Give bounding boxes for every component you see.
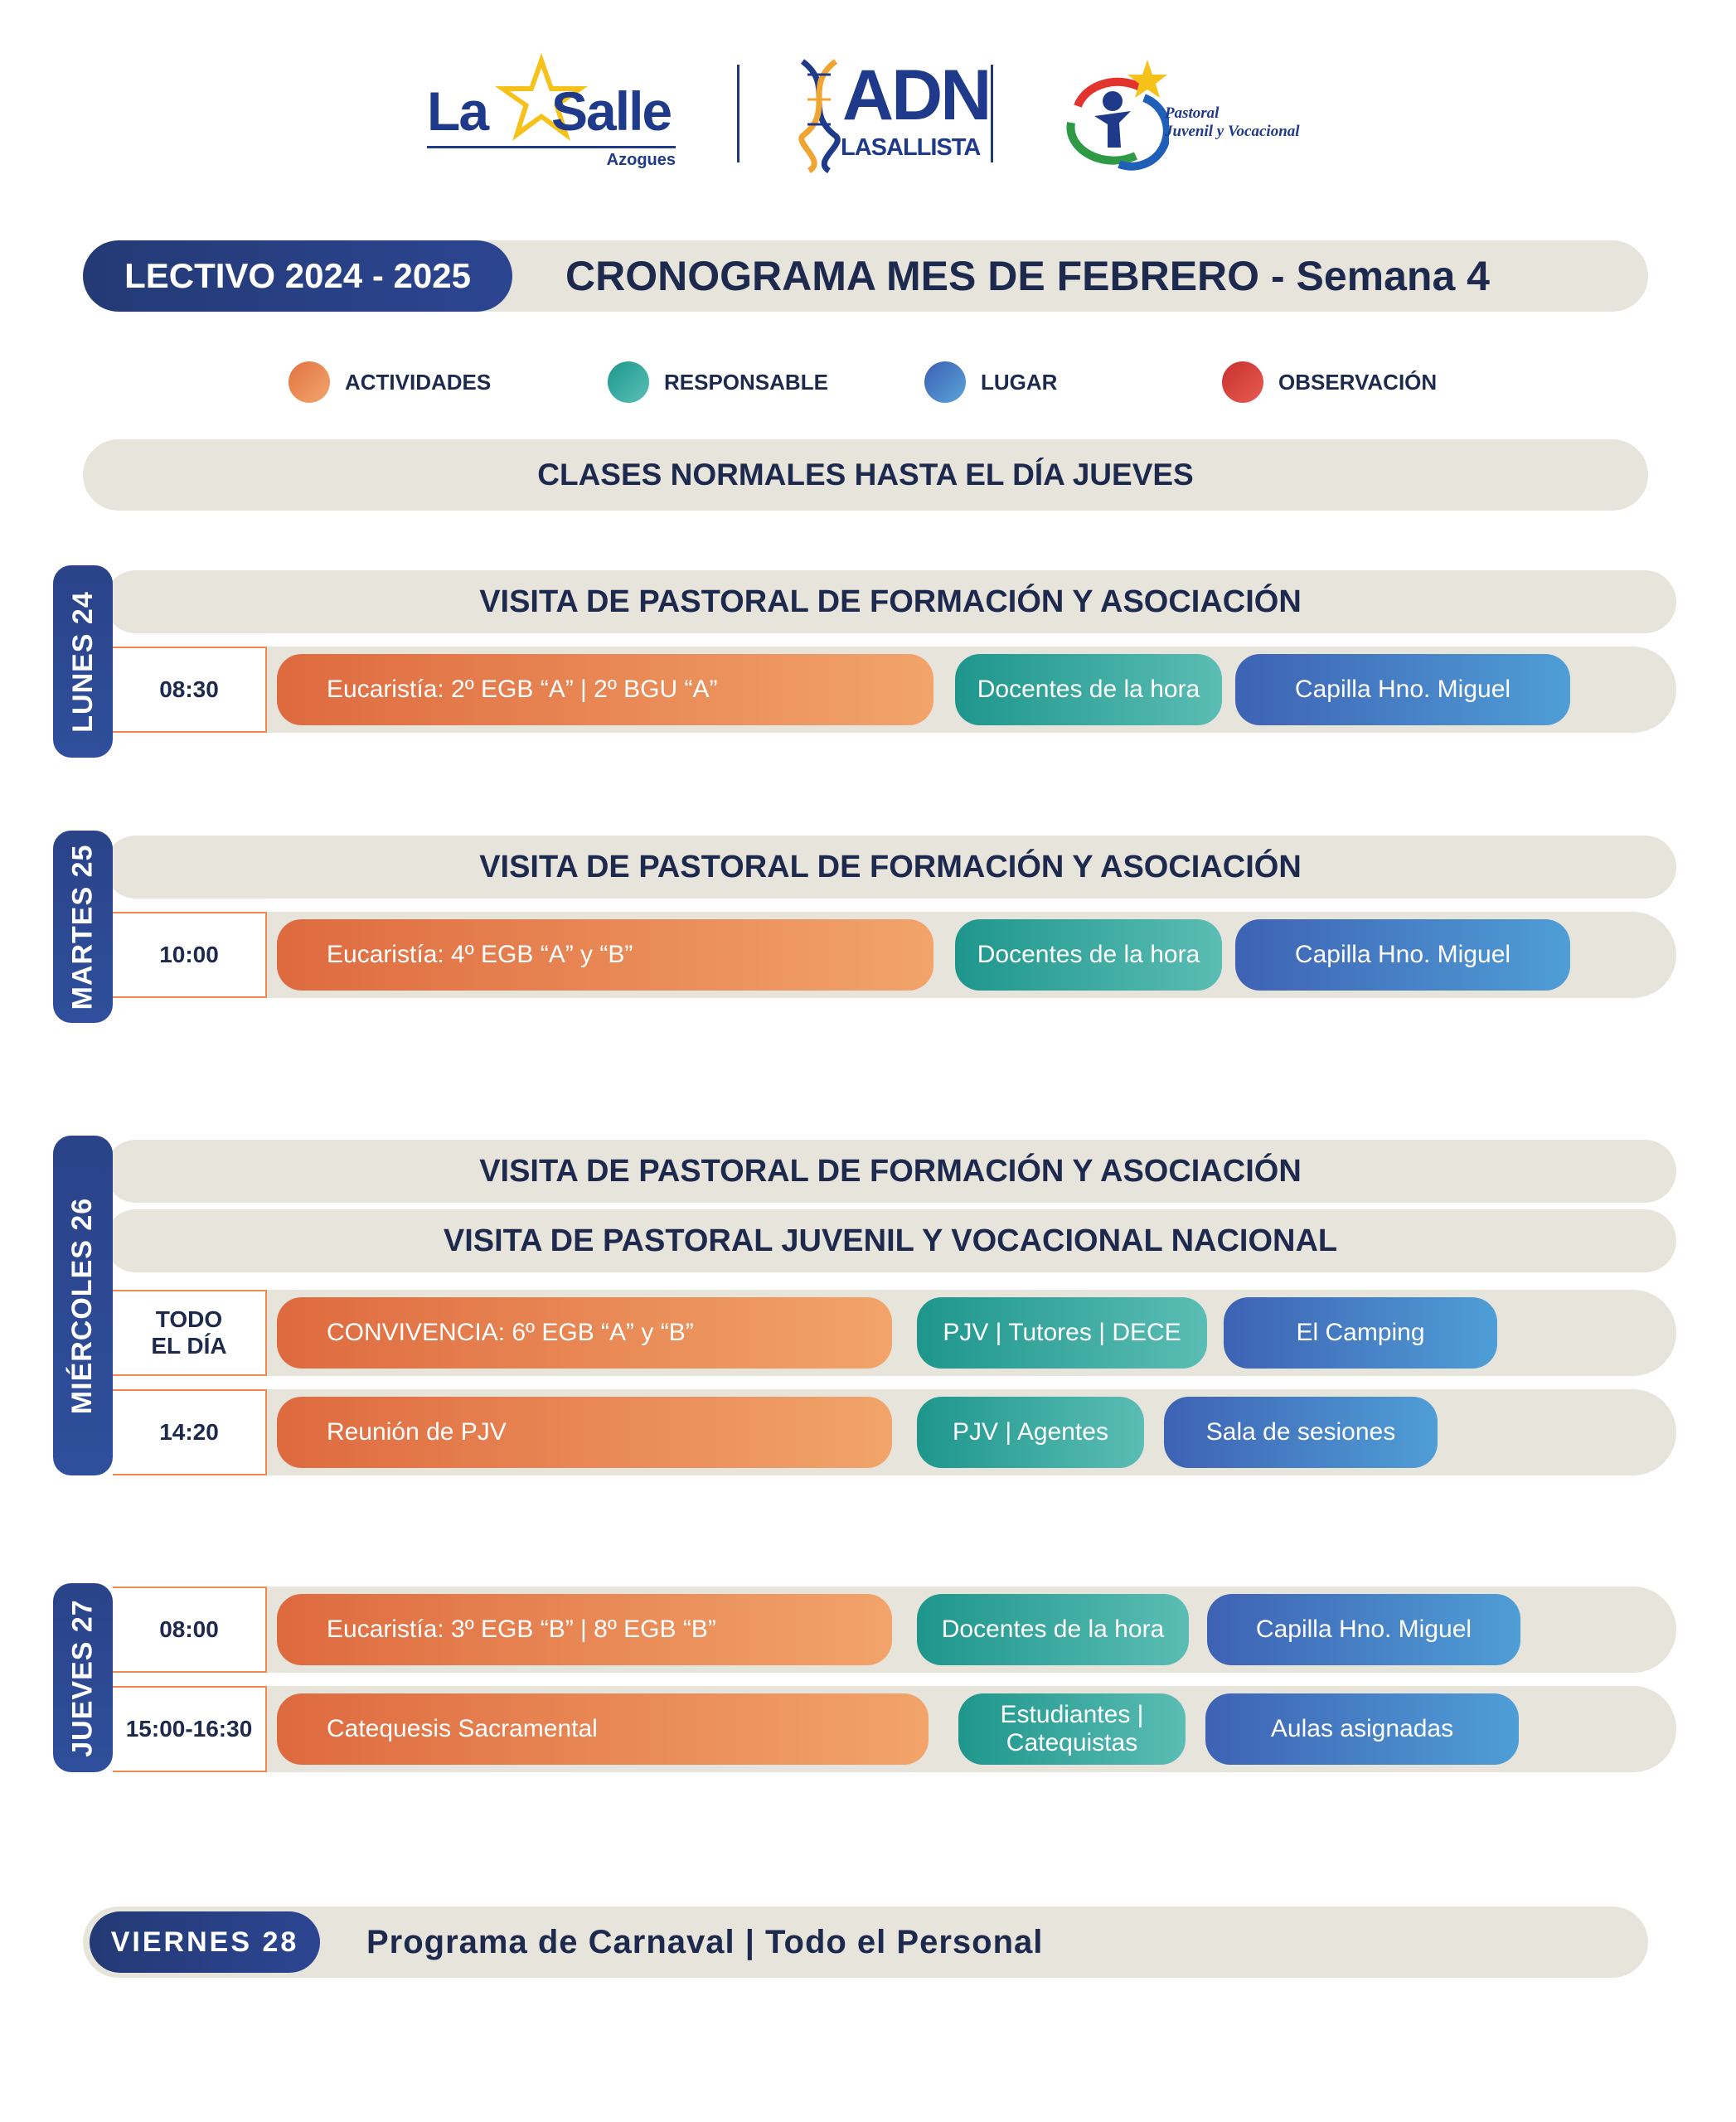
legend-label: LUGAR <box>981 369 1058 395</box>
section-heading: VISITA DE PASTORAL DE FORMACIÓN Y ASOCIACIÓN <box>104 1140 1676 1203</box>
viernes-text: Programa de Carnaval | Todo el Personal <box>366 1923 1044 1960</box>
day-tab-viernes: VIERNES 28 <box>90 1911 320 1973</box>
day-tab-martes <box>53 831 113 1023</box>
section-heading: VISITA DE PASTORAL DE FORMACIÓN Y ASOCIACIÓN <box>104 836 1676 899</box>
activity-pill: Eucaristía: 4º EGB “A” y “B” <box>277 919 933 991</box>
pjv-line2: Juvenil y Vocacional <box>1165 123 1300 140</box>
time-cell: 08:00 <box>113 1587 267 1673</box>
day-label: MARTES 25 <box>66 844 99 1010</box>
pjv-text <box>1165 104 1300 141</box>
time-cell: 15:00-16:30 <box>113 1686 267 1772</box>
day-label: LUNES 24 <box>66 590 99 733</box>
lasalle-city: Azogues <box>606 151 676 169</box>
responsible-pill: Docentes de la hora <box>955 654 1222 725</box>
section-heading: VISITA DE PASTORAL JUVENIL Y VOCACIONAL NACIONAL <box>104 1209 1676 1272</box>
dna-icon <box>796 58 842 174</box>
blue-dot-icon <box>924 361 966 403</box>
place-pill: Aulas asignadas <box>1205 1693 1519 1765</box>
clases-normales-banner: CLASES NORMALES HASTA EL DÍA JUEVES <box>83 439 1648 511</box>
responsible-pill: PJV | Tutores | DECE <box>917 1297 1207 1369</box>
time-cell: 08:30 <box>113 647 267 733</box>
section-heading: VISITA DE PASTORAL DE FORMACIÓN Y ASOCIACIÓN <box>104 570 1676 633</box>
day-label: MIÉRCOLES 26 <box>66 1197 99 1414</box>
legend-label: ACTIVIDADES <box>345 369 492 395</box>
day-tab-lunes <box>53 565 113 758</box>
time-line: EL DÍA <box>151 1333 227 1359</box>
pjv-emblem-icon <box>1061 56 1169 172</box>
place-pill: Capilla Hno. Miguel <box>1235 654 1570 725</box>
time-cell <box>113 1290 267 1376</box>
legend-label: OBSERVACIÓN <box>1278 369 1438 395</box>
lasalle-logo <box>427 50 676 174</box>
activity-pill: Eucaristía: 2º EGB “A” | 2º BGU “A” <box>277 654 933 725</box>
lectivo-badge: LECTIVO 2024 - 2025 <box>83 240 512 312</box>
adn-logo <box>796 56 990 174</box>
logo-divider <box>737 65 739 162</box>
pjv-line1: Pastoral <box>1165 104 1220 122</box>
lasalle-underline <box>427 146 676 148</box>
lasalle-name-a: La <box>427 80 488 142</box>
time-line: TODO <box>155 1306 223 1332</box>
responsible-pill <box>958 1693 1186 1765</box>
responsible-pill: Docentes de la hora <box>955 919 1222 991</box>
activity-pill: CONVIVENCIA: 6º EGB “A” y “B” <box>277 1297 892 1369</box>
legend-responsable <box>608 360 828 405</box>
place-pill: Sala de sesiones <box>1164 1397 1438 1468</box>
responsible-pill: PJV | Agentes <box>917 1397 1144 1468</box>
legend-observacion <box>1222 360 1437 405</box>
red-dot-icon <box>1222 361 1263 403</box>
time-cell: 14:20 <box>113 1389 267 1475</box>
day-tab-miercoles <box>53 1136 113 1475</box>
legend-label: RESPONSABLE <box>664 369 828 395</box>
logo-divider <box>991 65 993 162</box>
page-title: CRONOGRAMA MES DE FEBRERO - Semana 4 <box>565 253 1490 299</box>
teal-dot-icon <box>608 361 649 403</box>
place-pill: Capilla Hno. Miguel <box>1235 919 1570 991</box>
responsible-pill: Docentes de la hora <box>917 1594 1189 1665</box>
activity-pill: Reunión de PJV <box>277 1397 892 1468</box>
adn-title: ADN <box>842 56 990 135</box>
orange-dot-icon <box>289 361 330 403</box>
time-cell: 10:00 <box>113 912 267 998</box>
day-tab-jueves <box>53 1583 113 1772</box>
legend-lugar <box>924 360 1057 405</box>
place-pill: El Camping <box>1224 1297 1497 1369</box>
legend-actividades <box>289 360 491 405</box>
responsible-line: Catequistas <box>1006 1729 1138 1756</box>
responsible-line: Estudiantes | <box>1000 1701 1144 1728</box>
adn-subtitle: LASALLISTA <box>841 134 981 161</box>
activity-pill: Catequesis Sacramental <box>277 1693 929 1765</box>
place-pill: Capilla Hno. Miguel <box>1207 1594 1520 1665</box>
pjv-logo <box>1061 56 1318 172</box>
day-label: JUEVES 27 <box>66 1598 99 1757</box>
lasalle-name-b: Salle <box>551 80 672 142</box>
activity-pill: Eucaristía: 3º EGB “B” | 8º EGB “B” <box>277 1594 892 1665</box>
